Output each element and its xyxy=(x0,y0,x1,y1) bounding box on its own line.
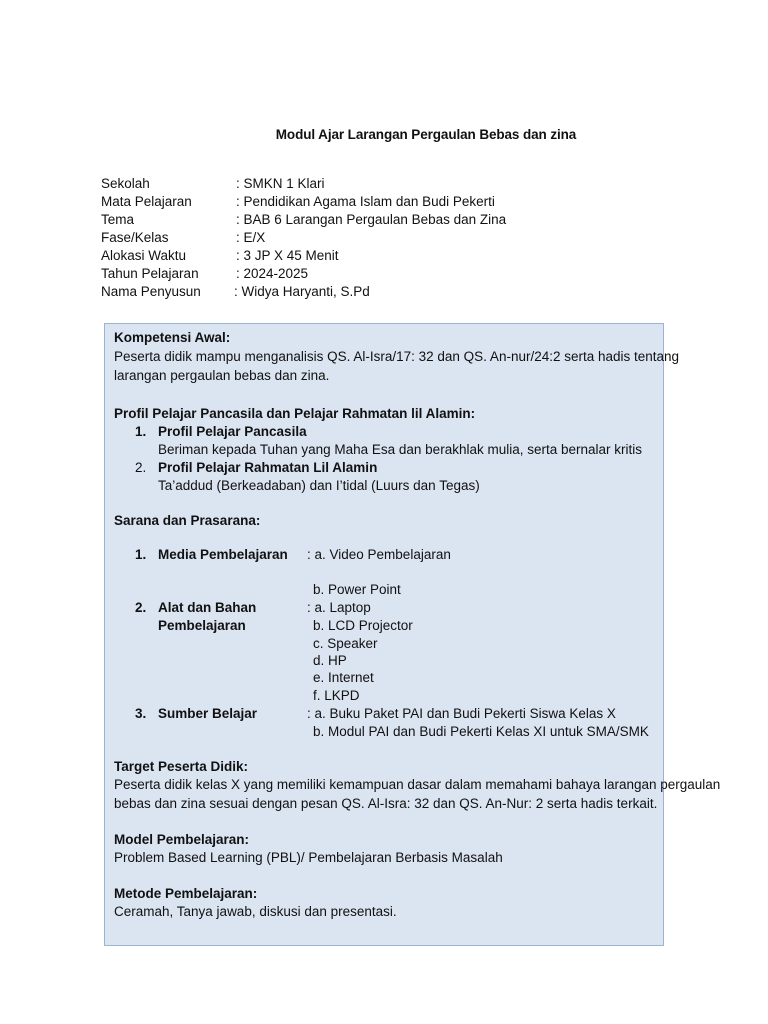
profil-item-number: 2. xyxy=(135,460,147,475)
sarana-item-value: : a. Buku Paket PAI dan Budi Pekerti Siswa Kelas X xyxy=(307,706,616,721)
sarana-item-value: f. LKPD xyxy=(313,688,360,703)
info-label: Tahun Pelajaran xyxy=(101,266,199,281)
info-value: : 3 JP X 45 Menit xyxy=(236,248,339,263)
sarana-item-value: b. LCD Projector xyxy=(313,618,413,633)
info-label: Alokasi Waktu xyxy=(101,248,187,263)
info-label: Fase/Kelas xyxy=(101,230,169,245)
sarana-item-label: Sumber Belajar xyxy=(158,706,258,721)
sarana-item-label: Pembelajaran xyxy=(158,618,246,633)
info-value: : Widya Haryanti, S.Pd xyxy=(234,284,370,299)
profil-item-number: 1. xyxy=(135,424,147,439)
info-value: : BAB 6 Larangan Pergaulan Bebas dan Zina xyxy=(236,212,507,227)
metode-heading: Metode Pembelajaran: xyxy=(114,886,258,901)
sarana-heading: Sarana dan Prasarana: xyxy=(114,513,261,528)
sarana-item-value: d. HP xyxy=(313,653,347,668)
sarana-item-number: 1. xyxy=(135,547,147,562)
sarana-item-number: 2. xyxy=(135,600,147,615)
profil-item-desc: Ta’addud (Berkeadaban) dan I’tidal (Luurs dan Tegas) xyxy=(158,478,480,493)
info-value: : Pendidikan Agama Islam dan Budi Pekerti xyxy=(236,194,495,209)
info-value: : E/X xyxy=(236,230,266,245)
info-label: Nama Penyusun xyxy=(101,284,201,299)
model-heading: Model Pembelajaran: xyxy=(114,832,250,847)
profil-item-title: Profil Pelajar Pancasila xyxy=(158,424,307,439)
profil-item-title: Profil Pelajar Rahmatan Lil Alamin xyxy=(158,460,378,475)
sarana-item-value: b. Modul PAI dan Budi Pekerti Kelas XI untuk SMA/SMK xyxy=(313,724,649,739)
info-value: : SMKN 1 Klari xyxy=(236,176,325,191)
target-heading: Target Peserta Didik: xyxy=(114,759,249,774)
kompetensi-text: larangan pergaulan bebas dan zina. xyxy=(114,368,330,383)
info-label: Sekolah xyxy=(101,176,150,191)
sarana-item-number: 3. xyxy=(135,706,147,721)
kompetensi-text: Peserta didik mampu menganalisis QS. Al-Isra/17: 32 dan QS. An-nur/24:2 serta hadis tentang xyxy=(114,349,680,364)
sarana-item-value: e. Internet xyxy=(313,670,374,685)
model-text: Problem Based Learning (PBL)/ Pembelajaran Berbasis Masalah xyxy=(114,850,503,865)
kompetensi-heading: Kompetensi Awal: xyxy=(114,330,231,345)
profil-item-desc: Beriman kepada Tuhan yang Maha Esa dan berakhlak mulia, serta bernalar kritis xyxy=(158,442,643,457)
sarana-item-value: : a. Laptop xyxy=(307,600,371,615)
sarana-item-label: Alat dan Bahan xyxy=(158,600,257,615)
sarana-item-label: Media Pembelajaran xyxy=(158,547,288,562)
target-text: Peserta didik kelas X yang memiliki kemampuan dasar dalam memahami bahaya larangan pergaulan xyxy=(114,777,721,792)
metode-text: Ceramah, Tanya jawab, diskusi dan presentasi. xyxy=(114,904,397,919)
sarana-item-value: c. Speaker xyxy=(313,636,378,651)
sarana-item-value: b. Power Point xyxy=(313,582,401,597)
info-value: : 2024-2025 xyxy=(236,266,309,281)
profil-heading: Profil Pelajar Pancasila dan Pelajar Rahmatan lil Alamin: xyxy=(114,406,476,421)
info-label: Tema xyxy=(101,212,135,227)
document-title: Modul Ajar Larangan Pergaulan Bebas dan zina xyxy=(275,127,577,142)
info-label: Mata Pelajaran xyxy=(101,194,192,209)
module-content-box xyxy=(104,323,721,946)
target-text: bebas dan zina sesuai dengan pesan QS. Al-Isra: 32 dan QS. An-Nur: 2 serta hadis terkait. xyxy=(114,796,658,811)
sarana-item-value: : a. Video Pembelajaran xyxy=(307,547,451,562)
